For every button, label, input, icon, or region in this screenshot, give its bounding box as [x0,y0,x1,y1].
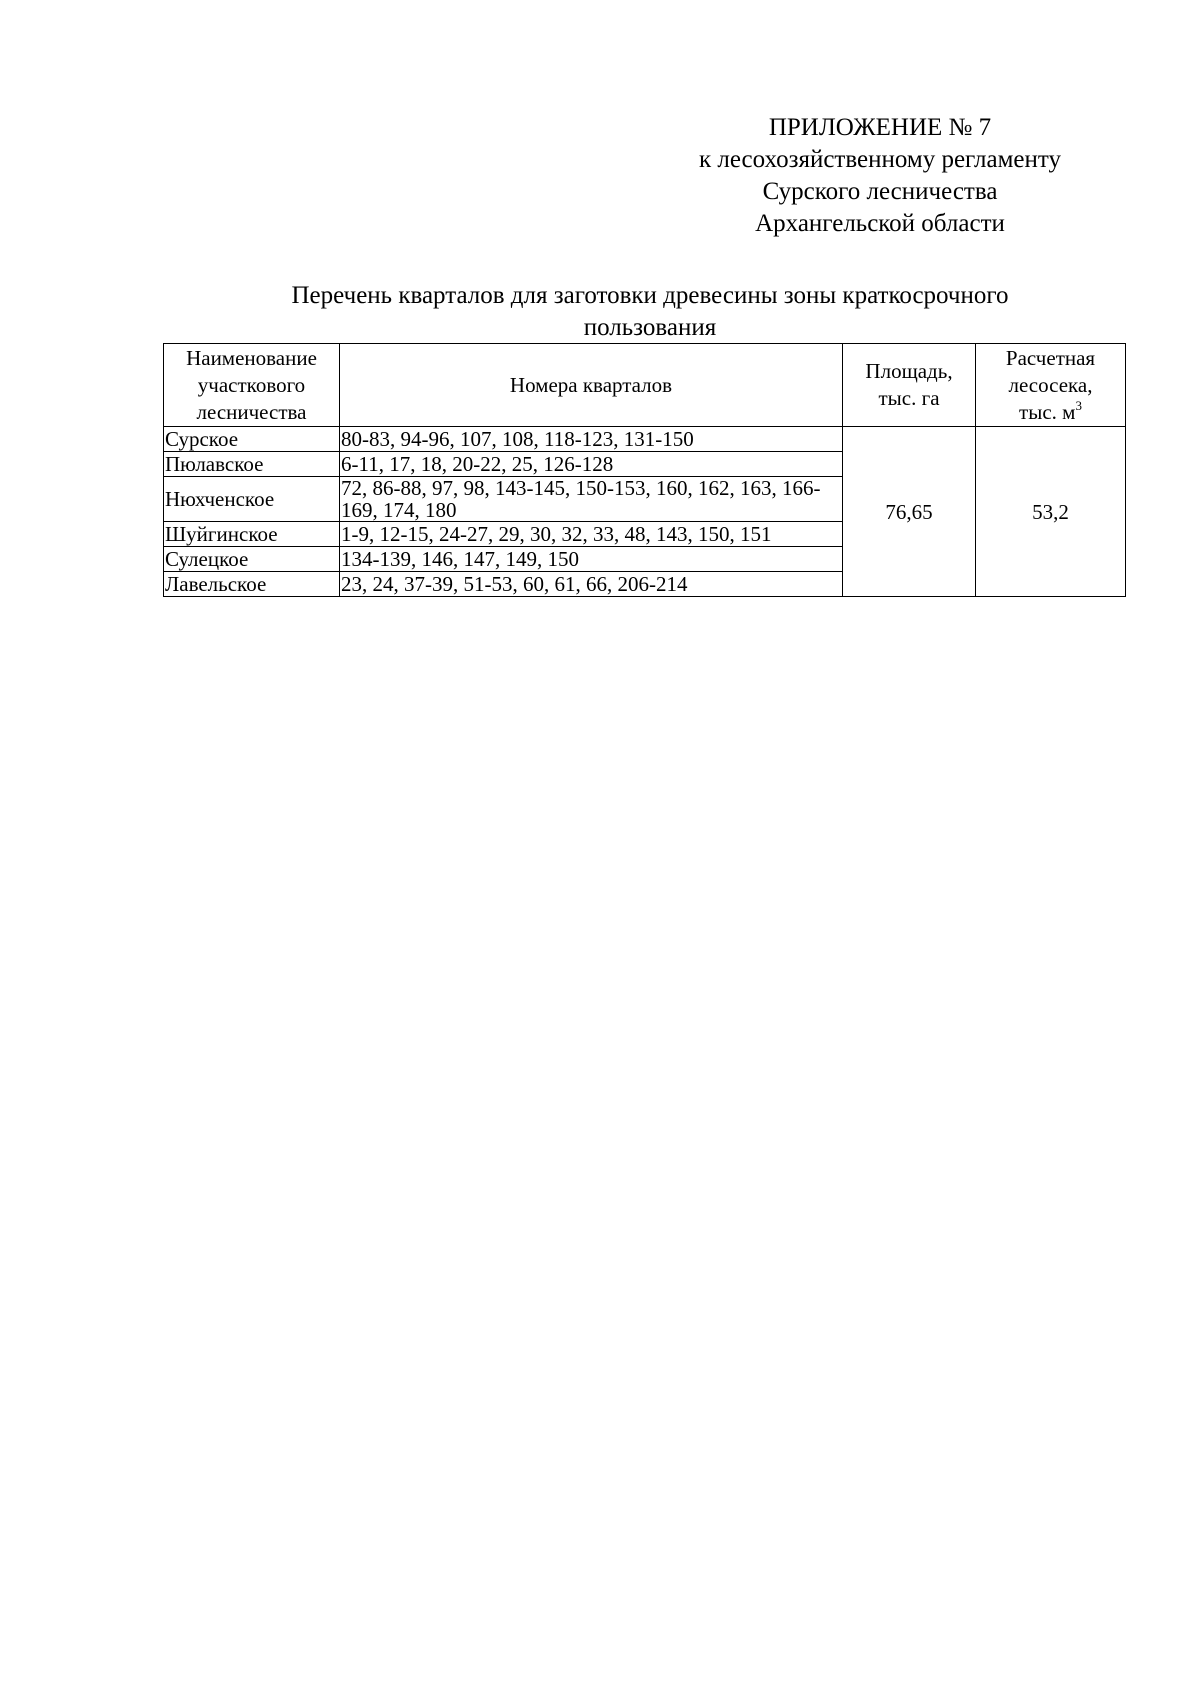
allowable-cut-total-cell: 53,2 [976,427,1126,597]
quarter-numbers-cell: 134-139, 146, 147, 149, 150 [340,547,843,572]
forestry-name-cell: Сурское [164,427,340,452]
table-header-row [164,344,1126,427]
area-total-cell: 76,65 [843,427,976,597]
superscript-three: 3 [1075,397,1082,413]
forestry-name-cell: Шуйгинское [164,522,340,547]
quarter-numbers-cell: 1-9, 12-15, 24-27, 29, 30, 32, 33, 48, 143, 150, 151 [340,522,843,547]
header-area: Площадь, тыс. га [843,344,976,427]
appendix-number: ПРИЛОЖЕНИЕ № 7 [768,114,992,141]
forestry-name-cell: Пюлавское [164,452,340,477]
header-forestry-name: Наименование участкового лесничества [164,344,340,427]
document-title-line-2: пользования [583,314,717,341]
header-allowable-cut: Расчетная лесосека, тыс. $м^3$ [976,344,1126,427]
document-title-line-1: Перечень кварталов для заготовки древесины зоны краткосрочного [291,282,1009,309]
forestry-name-cell: Нюхченское [164,477,340,522]
table-row [164,427,1126,452]
appendix-region: Архангельской области [755,210,1005,237]
appendix-reference: к лесохозяйственному регламенту [698,146,1062,173]
forestry-name-cell: Сулецкое [164,547,340,572]
quarter-numbers-cell: 23, 24, 37-39, 51-53, 60, 61, 66, 206-214 [340,572,843,597]
appendix-forestry: Сурского лесничества [762,178,998,205]
header-quarter-numbers: Номера кварталов [340,344,843,427]
appendix-heading [640,112,1120,240]
quarter-numbers-cell: 6-11, 17, 18, 20-22, 25, 126-128 [340,452,843,477]
quarter-numbers-cell: 72, 86-88, 97, 98, 143-145, 150-153, 160, 162, 163, 166-169, 174, 180 [340,477,843,522]
document-title [160,280,1140,344]
quarters-table [163,343,1126,597]
forestry-name-cell: Лавельское [164,572,340,597]
quarter-numbers-cell: 80-83, 94-96, 107, 108, 118-123, 131-150 [340,427,843,452]
